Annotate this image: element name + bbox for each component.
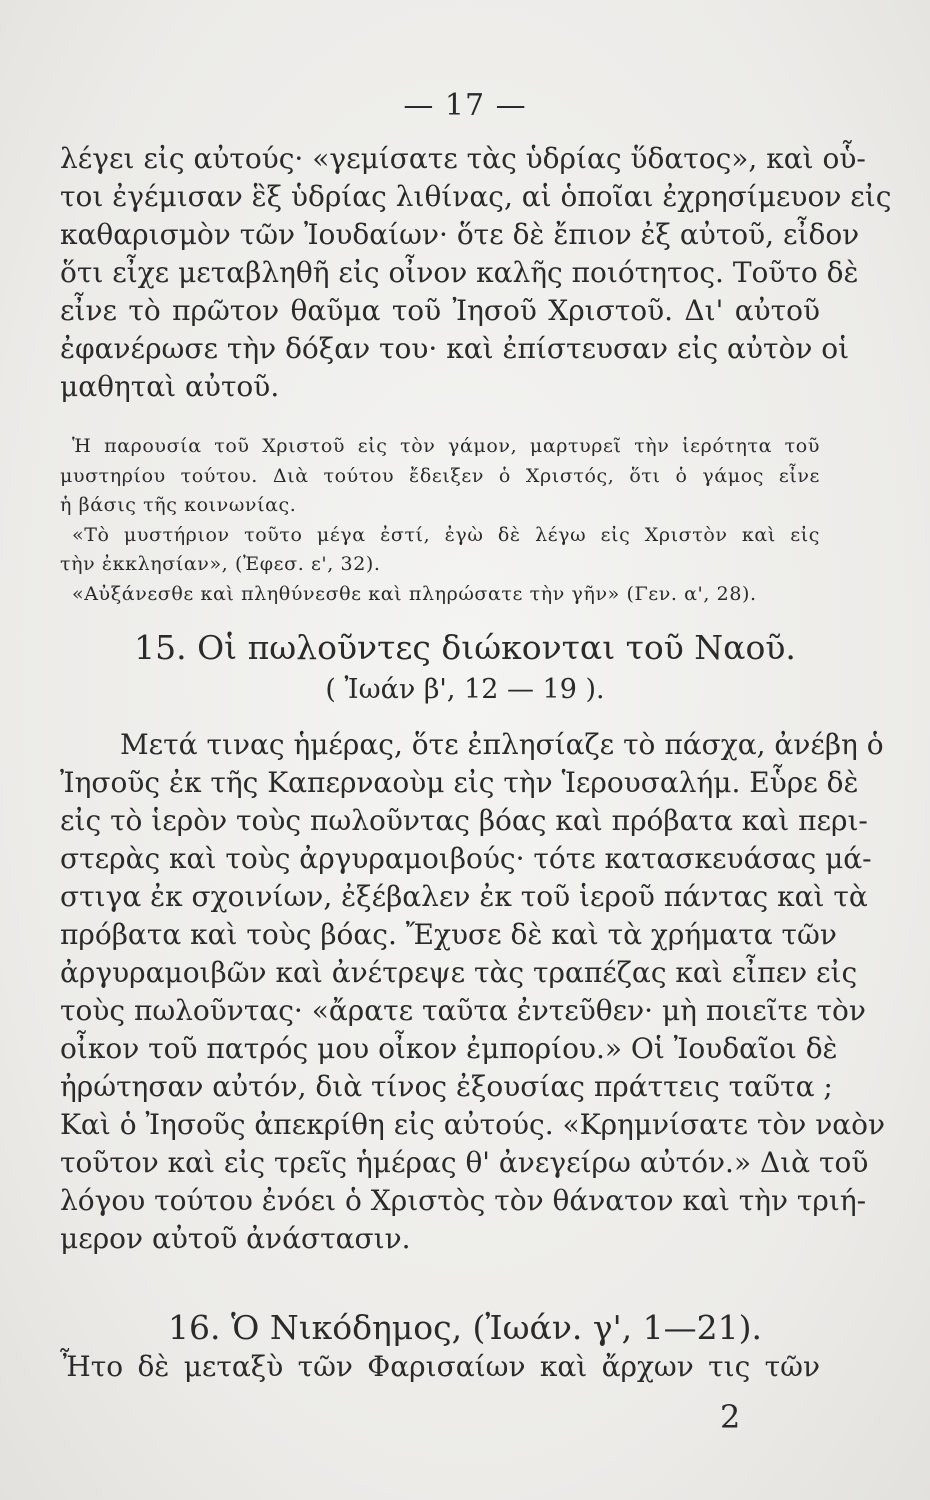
text-line: εἶνε τὸ πρῶτον θαῦμα τοῦ Ἰησοῦ Χριστοῦ. Δι' αὐτοῦ xyxy=(60,294,820,327)
text-line: τοῦτον καὶ εἰς τρεῖς ἡμέρας θ' ἀνεγείρω αὐτόν.» Διὰ τοῦ xyxy=(60,1146,869,1179)
note-block xyxy=(60,432,820,609)
paragraph-1 xyxy=(60,140,892,406)
text-line: μαθηταὶ αὐτοῦ. xyxy=(60,370,280,403)
text-line: Ἰησοῦς ἐκ τῆς Καπερναοὺμ εἰς τὴν Ἱερουσαλήμ. Εὗρε δὲ xyxy=(60,766,859,799)
note-line: ἡ βάσις τῆς κοινωνίας. xyxy=(60,494,297,516)
text-line: ὅτι εἶχε μεταβληθῆ εἰς οἶνον καλῆς ποιότητος. Τοῦτο δὲ xyxy=(60,256,859,289)
section-16-title: 16. Ὁ Νικόδημος, (Ἰωάν. γ', 1—21). xyxy=(168,1308,762,1347)
note-line: μυστηρίου τούτου. Διὰ τούτου ἔδειξεν ὁ Χριστός, ὅτι ὁ γάμος εἶνε xyxy=(60,464,820,487)
text-line: τοὺς πωλοῦντας· «ἄρατε ταῦτα ἐντεῦθεν· μὴ ποιεῖτε τὸν xyxy=(60,994,866,1027)
note-line: «Τὸ μυστήριον τοῦτο μέγα ἐστί, ἐγὼ δὲ λέγω εἰς Χριστὸν καὶ εἰς xyxy=(72,523,820,546)
text-line: Ἦτο δὲ μεταξὺ τῶν Φαρισαίων καὶ ἄρχων τις τῶν xyxy=(60,1350,820,1383)
text-line: καθαρισμὸν τῶν Ἰουδαίων· ὅτε δὲ ἔπιον ἐξ αὐτοῦ, εἶδον xyxy=(60,218,860,251)
paragraph-2 xyxy=(60,726,886,1258)
text-line: πρόβατα καὶ τοὺς βόας. Ἔχυσε δὲ καὶ τὰ χρήματα τῶν xyxy=(60,918,837,951)
page-number: — 17 — xyxy=(403,88,527,123)
text-line: εἰς τὸ ἱερὸν τοὺς πωλοῦντας βόας καὶ πρόβατα καὶ περι- xyxy=(60,804,868,837)
text-line: στιγα ἐκ σχοινίων, ἐξέβαλεν ἐκ τοῦ ἱεροῦ πάντας καὶ τὰ xyxy=(60,880,868,913)
text-line: ἠρώτησαν αὐτόν, διὰ τίνος ἐξουσίας πράττεις ταῦτα ; xyxy=(60,1070,833,1103)
note-line: τὴν ἐκκλησίαν», (Ἐφεσ. ε', 32). xyxy=(60,553,381,575)
text-line: τοι ἐγέμισαν ἓξ ὑδρίας λιθίνας, αἱ ὁποῖαι ἐχρησίμευον εἰς xyxy=(60,180,892,213)
text-line: οἶκον τοῦ πατρός μου οἶκον ἐμπορίου.» Οἱ Ἰουδαῖοι δὲ xyxy=(60,1032,838,1065)
text-line: λόγου τούτου ἐνόει ὁ Χριστὸς τὸν θάνατον καὶ τὴν τριή- xyxy=(60,1184,867,1217)
text-line: μερον αὐτοῦ ἀνάστασιν. xyxy=(60,1222,411,1255)
signature-mark: 2 xyxy=(720,1398,741,1436)
note-line: «Αὐξάνεσθε καὶ πληθύνεσθε καὶ πληρώσατε τὴν γῆν» (Γεν. α', 28). xyxy=(72,582,757,605)
text-line: στερὰς καὶ τοὺς ἀργυραμοιβούς· τότε κατασκευάσας μά- xyxy=(60,842,872,875)
note-line: Ἡ παρουσία τοῦ Χριστοῦ εἰς τὸν γάμον, μαρτυρεῖ τὴν ἱερότητα τοῦ xyxy=(72,435,820,457)
paragraph-3 xyxy=(60,1348,820,1386)
text-line: Μετά τινας ἡμέρας, ὅτε ἐπλησίαζε τὸ πάσχα, ἀνέβη ὁ xyxy=(120,728,884,761)
text-line: Καὶ ὁ Ἰησοῦς ἀπεκρίθη εἰς αὐτούς. «Κρημνίσατε τὸν ναὸν xyxy=(60,1108,886,1141)
section-15-title: 15. Οἱ πωλοῦντες διώκονται τοῦ Ναοῦ. xyxy=(134,628,796,667)
section-15-reference: ( Ἰωάν β', 12 — 19 ). xyxy=(325,674,605,705)
text-line: ἀργυραμοιβῶν καὶ ἀνέτρεψε τὰς τραπέζας καὶ εἶπεν εἰς xyxy=(60,956,858,989)
text-line: λέγει εἰς αὐτούς· «γεμίσατε τὰς ὑδρίας ὕδατος», καὶ οὗ- xyxy=(60,142,866,175)
text-line: ἐφανέρωσε τὴν δόξαν του· καὶ ἐπίστευσαν εἰς αὐτὸν οἱ xyxy=(60,332,850,365)
